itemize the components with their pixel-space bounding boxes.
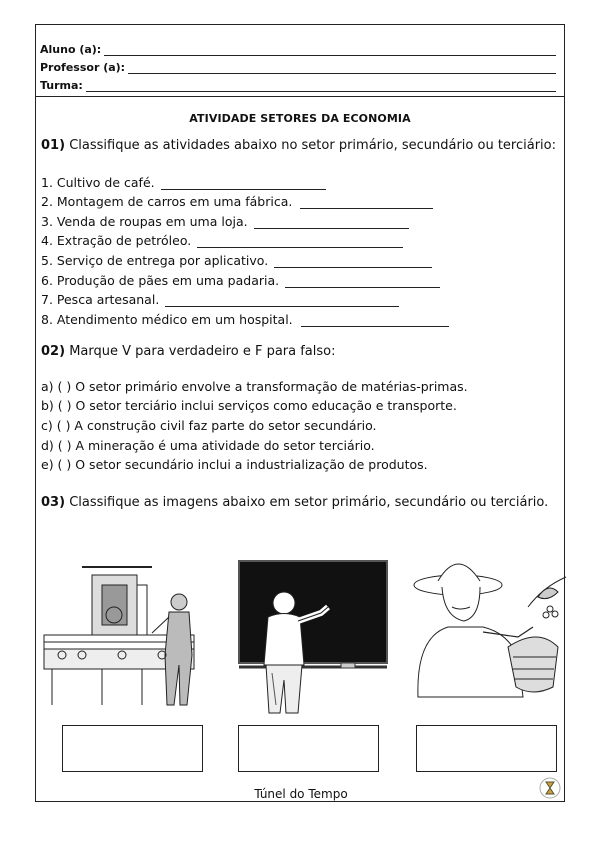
- item-text: 1. Cultivo de café.: [41, 174, 155, 190]
- worksheet-page: [35, 24, 565, 802]
- turma-line: [40, 74, 560, 92]
- hourglass-logo-icon: [539, 777, 561, 799]
- true-false-item[interactable]: b) ( ) O setor terciário inclui serviços como educação e transporte.: [41, 398, 457, 414]
- list-item: [41, 268, 564, 288]
- answer-line[interactable]: [254, 216, 409, 229]
- question-1-text: Classifique as atividades abaixo no setor primário, secundário ou terciário:: [69, 138, 557, 153]
- question-2-text: Marque V para verdadeiro e F para falso:: [69, 343, 336, 359]
- student-info-header: [36, 25, 564, 97]
- answer-line[interactable]: [274, 255, 432, 268]
- true-false-item[interactable]: e) ( ) O setor secundário inclui a industrialização de produtos.: [41, 457, 428, 473]
- aluno-label: Aluno (a):: [40, 43, 102, 56]
- answer-box-2[interactable]: [238, 725, 379, 772]
- question-1: [41, 138, 564, 153]
- worksheet-title: ATIVIDADE SETORES DA ECONOMIA: [189, 112, 411, 125]
- item-text: 4. Extração de petróleo.: [41, 233, 192, 249]
- list-item: [41, 307, 564, 327]
- footer-text: Túnel do Tempo: [254, 787, 348, 801]
- question-2-list: [41, 379, 564, 477]
- answer-box-3[interactable]: [416, 725, 557, 772]
- answer-line[interactable]: [165, 294, 399, 307]
- true-false-item[interactable]: c) ( ) A construção civil faz parte do setor secundário.: [41, 417, 377, 433]
- question-2: [41, 344, 564, 359]
- item-text: 3. Venda de roupas em uma loja.: [41, 213, 248, 229]
- coffee-farmer-illustration: [408, 547, 568, 707]
- teacher-at-blackboard-illustration: [236, 555, 396, 715]
- question-1-number: 01): [41, 138, 66, 153]
- true-false-item[interactable]: a) ( ) O setor primário envolve a transformação de matérias-primas.: [41, 378, 468, 394]
- item-text: 2. Montagem de carros em uma fábrica.: [41, 194, 293, 210]
- question-1-list: [41, 170, 564, 327]
- list-item: [41, 229, 564, 249]
- aluno-field[interactable]: [104, 43, 556, 56]
- list-item: [41, 248, 564, 268]
- list-item: [41, 170, 564, 190]
- professor-label: Professor (a):: [40, 61, 126, 74]
- answer-line[interactable]: [300, 196, 433, 209]
- factory-worker-illustration: [42, 555, 202, 715]
- question-3: [41, 495, 564, 510]
- question-3-text: Classifique as imagens abaixo em setor primário, secundário ou terciário.: [69, 494, 549, 510]
- item-text: 7. Pesca artesanal.: [41, 292, 160, 308]
- list-item: [41, 288, 564, 308]
- turma-field[interactable]: [86, 79, 556, 92]
- answer-line[interactable]: [285, 275, 440, 288]
- question-3-number: 03): [41, 494, 66, 510]
- turma-label: Turma:: [40, 79, 83, 92]
- item-text: 5. Serviço de entrega por aplicativo.: [41, 252, 269, 268]
- question-2-number: 02): [41, 343, 66, 359]
- professor-field[interactable]: [128, 61, 556, 74]
- list-item: [41, 209, 564, 229]
- aluno-line: [40, 38, 560, 56]
- professor-line: [40, 56, 560, 74]
- answer-box-1[interactable]: [62, 725, 203, 772]
- item-text: 6. Produção de pães em uma padaria.: [41, 272, 280, 288]
- list-item: [41, 190, 564, 210]
- item-text: 8. Atendimento médico em um hospital.: [41, 311, 293, 327]
- true-false-item[interactable]: d) ( ) A mineração é uma atividade do setor terciário.: [41, 437, 375, 453]
- answer-line[interactable]: [161, 177, 326, 190]
- answer-line[interactable]: [197, 235, 403, 248]
- answer-line[interactable]: [301, 314, 449, 327]
